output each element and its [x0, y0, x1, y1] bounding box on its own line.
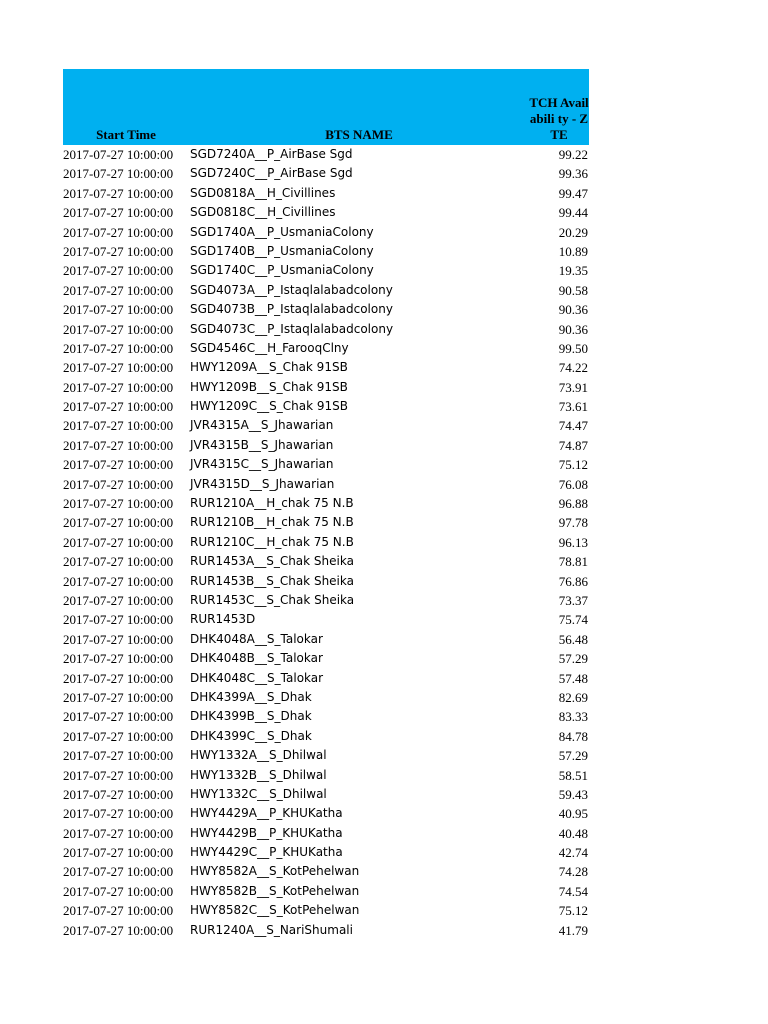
cell-tch-availability[interactable]: 74.28	[558, 864, 588, 880]
cell-tch-availability[interactable]: 74.22	[558, 360, 588, 376]
cell-bts-name[interactable]: RUR1453D	[190, 612, 256, 627]
cell-start-time[interactable]: 2017-07-27 10:00:00	[63, 282, 174, 298]
cell-bts-name[interactable]: DHK4048A__S_Talokar	[190, 631, 323, 646]
table-row	[63, 785, 589, 804]
cell-start-time[interactable]: 2017-07-27 10:00:00	[63, 845, 174, 861]
cell-bts-name[interactable]: SGD4073C__P_Istaqlalabadcolony	[190, 321, 394, 336]
cell-start-time[interactable]: 2017-07-27 10:00:00	[63, 573, 174, 589]
cell-start-time[interactable]: 2017-07-27 10:00:00	[63, 592, 174, 608]
cell-start-time[interactable]: 2017-07-27 10:00:00	[63, 825, 174, 841]
cell-tch-availability[interactable]: 96.13	[558, 534, 588, 550]
cell-start-time[interactable]: 2017-07-27 10:00:00	[63, 554, 174, 570]
table-row	[63, 281, 589, 300]
header-bts-name-label: BTS NAME	[325, 127, 393, 142]
cell-start-time[interactable]: 2017-07-27 10:00:00	[63, 205, 174, 221]
header-start-time-label: Start Time	[96, 127, 156, 142]
cell-tch-availability[interactable]: 75.12	[558, 903, 588, 919]
table-row	[63, 184, 589, 203]
cell-tch-availability[interactable]: 96.88	[558, 496, 588, 512]
cell-bts-name[interactable]: HWY8582A__S_KotPehelwan	[190, 864, 360, 879]
cell-bts-name[interactable]: SGD1740B__P_UsmaniaColony	[190, 243, 374, 258]
cell-tch-availability[interactable]: 73.61	[558, 399, 588, 415]
header-tch-availability-label: TCH Availabili ty - ZTE	[529, 95, 589, 142]
cell-bts-name[interactable]: SGD4546C__H_FarooqClny	[190, 340, 349, 355]
cell-bts-name[interactable]: HWY4429A__P_KHUKatha	[190, 806, 343, 821]
cell-bts-name[interactable]: HWY1209A__S_Chak 91SB	[190, 360, 348, 375]
table-row	[63, 921, 589, 940]
cell-bts-name[interactable]: JVR4315C__S_Jhawarian	[190, 457, 334, 472]
header-start-time[interactable]	[63, 69, 189, 145]
cell-bts-name[interactable]: SGD4073A__P_Istaqlalabadcolony	[190, 282, 393, 297]
spreadsheet	[63, 69, 589, 940]
table-row	[63, 320, 589, 339]
cell-start-time[interactable]: 2017-07-27 10:00:00	[63, 728, 174, 744]
cell-start-time[interactable]: 2017-07-27 10:00:00	[63, 631, 174, 647]
cell-bts-name[interactable]: HWY1332C__S_Dhilwal	[190, 786, 327, 801]
cell-tch-availability[interactable]: 40.95	[558, 806, 588, 822]
cell-tch-availability[interactable]: 97.78	[558, 515, 588, 531]
cell-bts-name[interactable]: DHK4399C__S_Dhak	[190, 728, 312, 743]
table-row	[63, 688, 589, 707]
table-row	[63, 378, 589, 397]
table-row	[63, 455, 589, 474]
cell-bts-name[interactable]: SGD0818A__H_Civillines	[190, 185, 336, 200]
table-row	[63, 746, 589, 765]
cell-tch-availability[interactable]: 78.81	[558, 554, 588, 570]
table-row	[63, 494, 589, 513]
cell-bts-name[interactable]: JVR4315B__S_Jhawarian	[190, 437, 334, 452]
table-row	[63, 145, 589, 164]
cell-bts-name[interactable]: SGD4073B__P_Istaqlalabadcolony	[190, 302, 393, 317]
cell-tch-availability[interactable]: 99.36	[558, 166, 588, 182]
cell-tch-availability[interactable]: 59.43	[558, 786, 588, 802]
table-row	[63, 843, 589, 862]
table-row	[63, 513, 589, 532]
cell-start-time[interactable]: 2017-07-27 10:00:00	[63, 496, 174, 512]
cell-bts-name[interactable]: HWY8582C__S_KotPehelwan	[190, 903, 360, 918]
cell-start-time[interactable]: 2017-07-27 10:00:00	[63, 670, 174, 686]
cell-tch-availability[interactable]: 99.47	[558, 185, 588, 201]
table-row	[63, 552, 589, 571]
cell-start-time[interactable]: 2017-07-27 10:00:00	[63, 864, 174, 880]
cell-tch-availability[interactable]: 84.78	[558, 728, 588, 744]
cell-tch-availability[interactable]: 57.48	[558, 670, 588, 686]
cell-tch-availability[interactable]: 57.29	[558, 748, 588, 764]
table-row	[63, 882, 589, 901]
table-row	[63, 591, 589, 610]
cell-bts-name[interactable]: DHK4399A__S_Dhak	[190, 689, 312, 704]
header-tch-availability[interactable]	[529, 69, 589, 145]
cell-tch-availability[interactable]: 20.29	[558, 224, 588, 240]
cell-bts-name[interactable]: RUR1453B__S_Chak Sheika	[190, 573, 354, 588]
cell-bts-name[interactable]: RUR1210C__H_chak 75 N.B	[190, 534, 354, 549]
table-row	[63, 901, 589, 920]
cell-bts-name[interactable]: HWY8582B__S_KotPehelwan	[190, 883, 360, 898]
table-row	[63, 766, 589, 785]
cell-bts-name[interactable]: DHK4048B__S_Talokar	[190, 651, 323, 666]
header-bts-name[interactable]	[189, 69, 529, 145]
cell-bts-name[interactable]: HWY4429C__P_KHUKatha	[190, 845, 343, 860]
table-row	[63, 397, 589, 416]
cell-start-time[interactable]: 2017-07-27 10:00:00	[63, 651, 174, 667]
table-row	[63, 727, 589, 746]
cell-start-time[interactable]: 2017-07-27 10:00:00	[63, 147, 174, 162]
cell-start-time[interactable]: 2017-07-27 10:00:00	[63, 243, 174, 259]
cell-start-time[interactable]: 2017-07-27 10:00:00	[63, 612, 174, 628]
cell-start-time[interactable]: 2017-07-27 10:00:00	[63, 379, 174, 395]
table-row	[63, 261, 589, 280]
cell-bts-name[interactable]: JVR4315D__S_Jhawarian	[190, 476, 335, 491]
cell-start-time[interactable]: 2017-07-27 10:00:00	[63, 786, 174, 802]
cell-bts-name[interactable]: SGD7240A__P_AirBase Sgd	[190, 147, 353, 161]
cell-tch-availability[interactable]: 57.29	[558, 651, 588, 667]
cell-bts-name[interactable]: HWY1209C__S_Chak 91SB	[190, 399, 348, 414]
cell-start-time[interactable]: 2017-07-27 10:00:00	[63, 340, 174, 356]
cell-start-time[interactable]: 2017-07-27 10:00:00	[63, 922, 174, 938]
cell-tch-availability[interactable]: 82.69	[558, 689, 588, 705]
cell-start-time[interactable]: 2017-07-27 10:00:00	[63, 903, 174, 919]
cell-tch-availability[interactable]: 40.48	[558, 825, 588, 841]
table-row	[63, 804, 589, 823]
cell-start-time[interactable]: 2017-07-27 10:00:00	[63, 534, 174, 550]
cell-tch-availability[interactable]: 10.89	[558, 243, 588, 259]
cell-bts-name[interactable]: DHK4048C__S_Talokar	[190, 670, 324, 685]
cell-tch-availability[interactable]: 99.50	[558, 340, 588, 356]
cell-tch-availability[interactable]: 19.35	[558, 263, 588, 279]
cell-start-time[interactable]: 2017-07-27 10:00:00	[63, 806, 174, 822]
cell-tch-availability[interactable]: 75.74	[558, 612, 588, 628]
cell-tch-availability[interactable]: 76.08	[558, 476, 588, 492]
cell-tch-availability[interactable]: 56.48	[558, 631, 588, 647]
cell-start-time[interactable]: 2017-07-27 10:00:00	[63, 476, 174, 492]
cell-tch-availability[interactable]: 76.86	[558, 573, 588, 589]
cell-start-time[interactable]: 2017-07-27 10:00:00	[63, 418, 174, 434]
table-row	[63, 358, 589, 377]
cell-tch-availability[interactable]: 73.37	[558, 592, 588, 608]
table-row	[63, 533, 589, 552]
cell-tch-availability[interactable]: 75.12	[558, 457, 588, 473]
cell-bts-name[interactable]: HWY4429B__P_KHUKatha	[190, 825, 343, 840]
cell-tch-availability[interactable]: 73.91	[558, 379, 588, 395]
table-row	[63, 436, 589, 455]
table-row	[63, 475, 589, 494]
cell-bts-name[interactable]: RUR1453C__S_Chak Sheika	[190, 592, 355, 607]
table-row	[63, 572, 589, 591]
cell-bts-name[interactable]: HWY1332B__S_Dhilwal	[190, 767, 327, 782]
table-row	[63, 339, 589, 358]
cell-bts-name[interactable]: SGD1740C__P_UsmaniaColony	[190, 263, 374, 278]
table-row	[63, 862, 589, 881]
cell-start-time[interactable]: 2017-07-27 10:00:00	[63, 748, 174, 764]
header-row	[63, 69, 589, 145]
cell-tch-availability[interactable]: 90.58	[558, 282, 588, 298]
cell-bts-name[interactable]: SGD7240C__P_AirBase Sgd	[190, 166, 353, 181]
cell-tch-availability[interactable]: 74.87	[558, 437, 588, 453]
cell-start-time[interactable]: 2017-07-27 10:00:00	[63, 399, 174, 415]
cell-tch-availability[interactable]: 83.33	[558, 709, 588, 725]
cell-start-time[interactable]: 2017-07-27 10:00:00	[63, 457, 174, 473]
cell-tch-availability[interactable]: 90.36	[558, 321, 588, 337]
cell-bts-name[interactable]: DHK4399B__S_Dhak	[190, 709, 312, 724]
table-row	[63, 416, 589, 435]
cell-tch-availability[interactable]: 74.54	[558, 883, 588, 899]
cell-bts-name[interactable]: RUR1453A__S_Chak Sheika	[190, 554, 354, 569]
table-row	[63, 242, 589, 261]
cell-bts-name[interactable]: SGD0818C__H_Civillines	[190, 205, 336, 220]
table-row	[63, 164, 589, 183]
cell-tch-availability[interactable]: 42.74	[558, 845, 588, 861]
cell-start-time[interactable]: 2017-07-27 10:00:00	[63, 883, 174, 899]
cell-start-time[interactable]: 2017-07-27 10:00:00	[63, 709, 174, 725]
cell-start-time[interactable]: 2017-07-27 10:00:00	[63, 689, 174, 705]
cell-bts-name[interactable]: HWY1332A__S_Dhilwal	[190, 748, 327, 763]
cell-start-time[interactable]: 2017-07-27 10:00:00	[63, 166, 174, 182]
cell-tch-availability[interactable]: 90.36	[558, 302, 588, 318]
table-row	[63, 824, 589, 843]
cell-start-time[interactable]: 2017-07-27 10:00:00	[63, 437, 174, 453]
table-row	[63, 610, 589, 629]
table-row	[63, 300, 589, 319]
cell-start-time[interactable]: 2017-07-27 10:00:00	[63, 360, 174, 376]
table-row	[63, 223, 589, 242]
cell-bts-name[interactable]: RUR1240A__S_NariShumali	[190, 922, 353, 937]
cell-tch-availability[interactable]: 41.79	[558, 922, 588, 938]
cell-start-time[interactable]: 2017-07-27 10:00:00	[63, 515, 174, 531]
cell-tch-availability[interactable]: 99.44	[558, 205, 588, 221]
cell-tch-availability[interactable]: 74.47	[558, 418, 588, 434]
cell-start-time[interactable]: 2017-07-27 10:00:00	[63, 263, 174, 279]
cell-bts-name[interactable]: JVR4315A__S_Jhawarian	[190, 418, 334, 433]
cell-start-time[interactable]: 2017-07-27 10:00:00	[63, 767, 174, 783]
table-body	[63, 145, 589, 940]
cell-bts-name[interactable]: RUR1210A__H_chak 75 N.B	[190, 496, 354, 511]
table-row	[63, 669, 589, 688]
cell-start-time[interactable]: 2017-07-27 10:00:00	[63, 224, 174, 240]
cell-bts-name[interactable]: RUR1210B__H_chak 75 N.B	[190, 515, 354, 530]
cell-tch-availability[interactable]: 58.51	[558, 767, 588, 783]
cell-bts-name[interactable]: HWY1209B__S_Chak 91SB	[190, 379, 348, 394]
cell-start-time[interactable]: 2017-07-27 10:00:00	[63, 321, 174, 337]
cell-bts-name[interactable]: SGD1740A__P_UsmaniaColony	[190, 224, 374, 239]
cell-start-time[interactable]: 2017-07-27 10:00:00	[63, 302, 174, 318]
table-row	[63, 707, 589, 726]
table-row	[63, 649, 589, 668]
cell-tch-availability[interactable]: 99.22	[558, 147, 588, 162]
table-row	[63, 630, 589, 649]
table-row	[63, 203, 589, 222]
cell-start-time[interactable]: 2017-07-27 10:00:00	[63, 185, 174, 201]
